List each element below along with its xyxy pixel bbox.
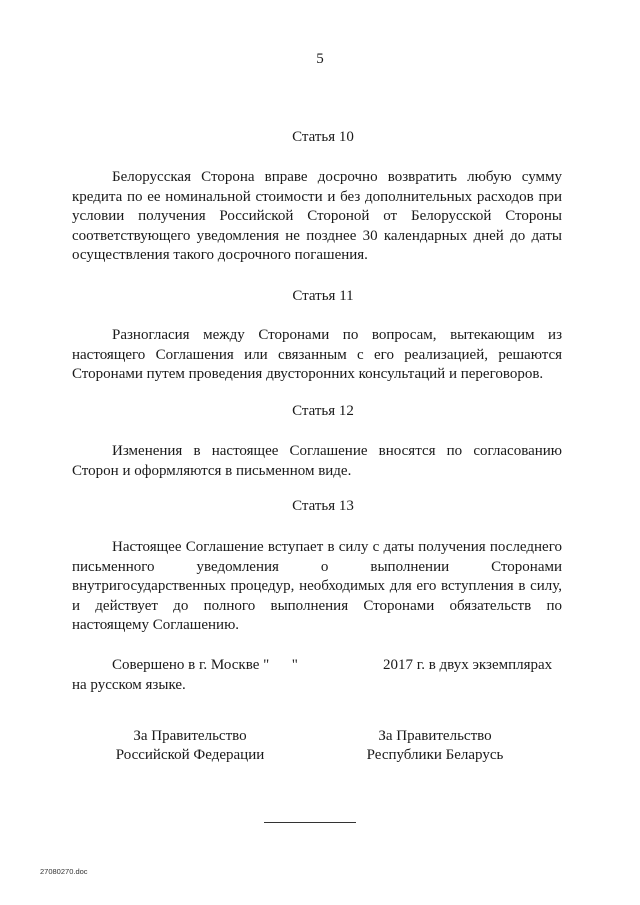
article-title: Статья 11 [292, 288, 354, 304]
end-divider [264, 822, 356, 823]
article-title: Статья 13 [292, 498, 354, 514]
closing-place: Совершено в г. Москве " " [112, 657, 298, 673]
closing-line [72, 656, 562, 676]
closing-date: 2017 г. в двух экземплярах [383, 657, 553, 673]
signature-block-russia [105, 727, 275, 765]
signature-line2: Российской Федерации [115, 747, 265, 763]
article-title: Статья 10 [292, 129, 354, 145]
signature-line1: За Правительство [133, 728, 247, 744]
article-title: Статья 12 [292, 403, 354, 419]
closing-statement [72, 656, 562, 695]
article-text: Разногласия между Сторонами по вопросам, вытекающим из настоящего Соглашения или связанным с его реализацией, решаются Сторонами путем проведения двусторонних консультаций и переговоров. [72, 327, 562, 382]
article-12 [72, 402, 562, 481]
article-text: Настоящее Соглашение вступает в силу с даты получения последнего письменного уведомления о выполнении Сторонами внутригосударственных процедур, необходимых для его вступления в силу, и действует до полного выполнения Сторонами обязательств по настоящему Соглашению. [72, 539, 562, 633]
signature-block-belarus [355, 727, 515, 765]
signature-line1: За Правительство [378, 728, 492, 744]
closing-language: на русском языке. [72, 677, 186, 693]
signature-line2: Республики Беларусь [366, 747, 504, 763]
file-reference: 27080270.doc [40, 867, 88, 876]
article-10 [72, 128, 562, 266]
article-13 [72, 497, 562, 636]
article-text: Изменения в настоящее Соглашение вносятся по согласованию Сторон и оформляются в письменном виде. [72, 443, 562, 479]
article-text: Белорусская Сторона вправе досрочно возвратить любую сумму кредита по ее номинальной стоимости и без дополнительных расходов при условии получения Российской Стороной от Белорусской Стороны соответствующего уведомления не позднее 30 календарных дней до даты осуществления такого досрочного погашения. [72, 169, 562, 263]
article-11 [72, 287, 562, 385]
page-number: 5 [316, 51, 324, 67]
